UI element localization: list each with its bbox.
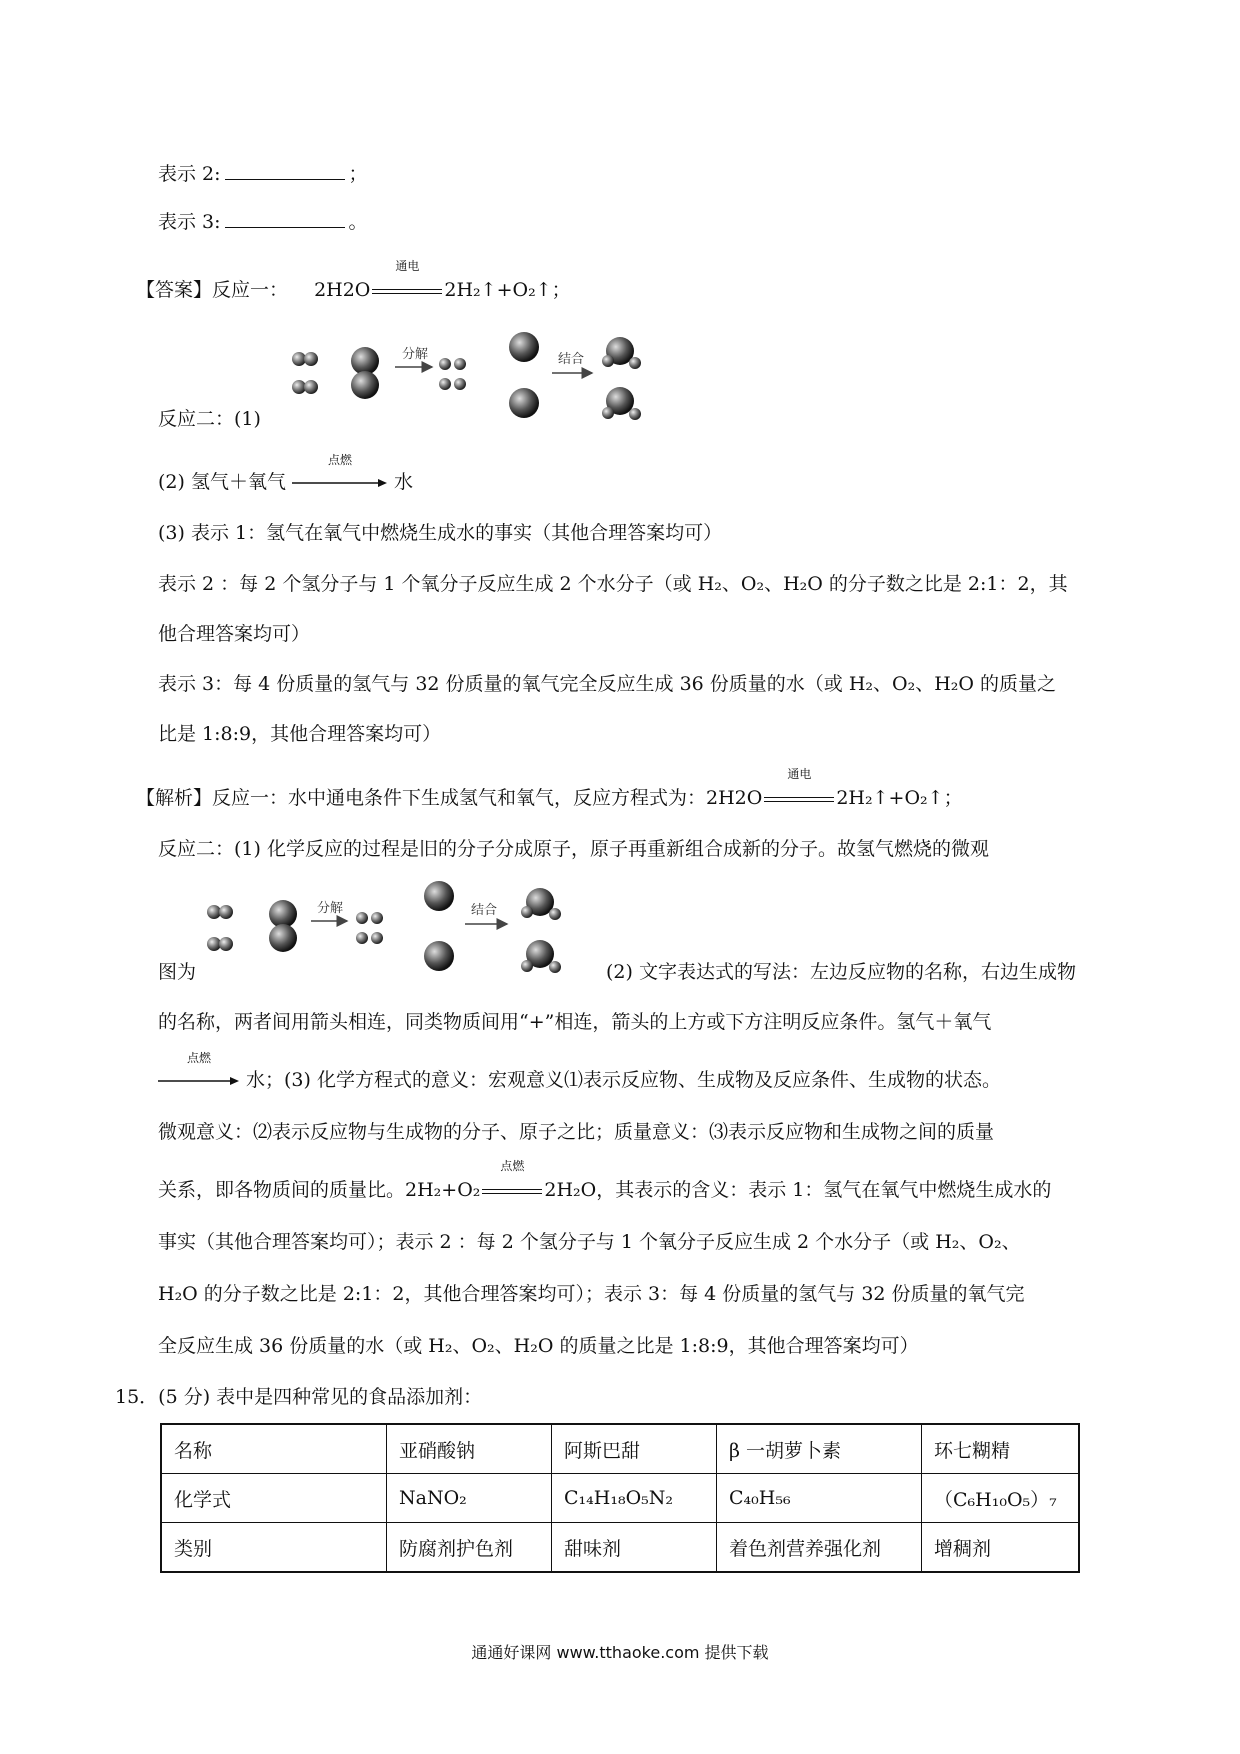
analysis-text: 水；(3) 化学方程式的意义：宏观意义⑴表示反应物、生成物及反应条件、生成物的状态。 [246,1069,1001,1091]
table-cell: 名称 [161,1424,387,1474]
arrow-condition: 点燃 [327,453,352,467]
table-row [161,1523,1079,1573]
meaning-2-line-a: 表示 2 ：每 2 个氢分子与 1 个氧分子反应生成 2 个水分子（或 H₂、O₂、H₂O 的分子数之比是 2:1：2，其 [158,573,1068,595]
label-2: 表示 2: [158,163,221,185]
equation-left: 2H2O [706,787,763,809]
analysis-line-6: 微观意义：⑵表示反应物与生成物的分子、原子之比；质量意义：⑶表示反应物和生成物之间的质量 [158,1121,995,1143]
reaction2-label: 反应二：(1) [158,408,261,430]
ignite-arrow [292,453,388,497]
analysis-line-4: 的名称，两者间用箭头相连，同类物质间用“+”相连，箭头的上方或下方注明反应条件。氢气＋氧气 [158,1011,992,1033]
table-cell: 类别 [161,1523,387,1573]
table-cell: β 一胡萝卜素 [717,1424,922,1474]
table-row [161,1424,1079,1474]
table-cell: 着色剂营养强化剂 [717,1523,922,1573]
reaction2-part2 [158,453,413,497]
equation-right: 2H₂↑+O₂↑； [836,787,963,809]
analysis-line-10: 全反应生成 36 份质量的水（或 H₂、O₂、H₂O 的质量之比是 1:8:9，其他合理答案均可） [158,1335,919,1357]
condition-label: 点燃 [500,1159,525,1173]
answer-blank-3[interactable] [225,209,345,228]
molecule-diagram-answer [290,325,650,435]
arrow-icon [158,1075,240,1087]
condition-label: 通电 [395,259,420,273]
blank-line-3 [158,208,368,236]
table-cell: 甜味剂 [552,1523,717,1573]
combine-label: 结合 [558,352,585,367]
equation-left: 2H2O [314,279,371,301]
word-equation-left: (2) 氢气＋氧气 [158,471,286,493]
meaning-3-line-a: 表示 3：每 4 份质量的氢气与 32 份质量的氧气完全反应生成 36 份质量的水（或 H₂、O₂、H₂O 的质量之 [158,673,1057,695]
table-cell: 防腐剂护色剂 [387,1523,552,1573]
meaning-2-line-b: 他合理答案均可） [158,623,311,645]
analysis-text: 2H₂O，其表示的含义：表示 1：氢气在氧气中燃烧生成水的 [544,1179,1052,1201]
question-15: 15．(5 分) 表中是四种常见的食品添加剂： [115,1386,483,1408]
combine-label: 结合 [471,903,498,918]
table-cell: NaNO₂ [387,1474,552,1523]
analysis-line-9: H₂O 的分子数之比是 2:1：2，其他合理答案均可）；表示 3：每 4 份质量的氢气与 32 份质量的氧气完 [158,1283,1025,1305]
figure-intro: 图为 [158,961,197,983]
answer-heading: 【答案】反应一： [136,279,289,301]
equals-condition [482,1159,542,1204]
condition-label: 通电 [787,767,812,781]
table-cell: C₄₀H₅₆ [717,1474,922,1523]
answer-line [136,259,571,304]
table-cell: 阿斯巴甜 [552,1424,717,1474]
punct: 。 [348,211,368,233]
equation-right: 2H₂↑+O₂↑； [444,279,571,301]
meaning-3-line-b: 比是 1:8:9，其他合理答案均可） [158,723,442,745]
ignite-arrow [158,1051,240,1095]
analysis-text: (2) 文字表达式的写法：左边反应物的名称，右边生成物 [606,961,1076,983]
analysis-heading: 【解析】反应一：水中通电条件下生成氢气和氧气，反应方程式为： [136,787,707,809]
decompose-label: 分解 [402,347,429,362]
table-cell: （C₆H₁₀O₅）₇ [922,1474,1080,1523]
reaction2-part1 [158,405,261,433]
reaction2-part3: (3) 表示 1：氢气在氧气中燃烧生成水的事实（其他合理答案均可） [158,522,723,544]
equals-condition [764,767,834,812]
label-3: 表示 3: [158,211,221,233]
analysis-line-5 [158,1051,1001,1095]
analysis-line-7 [158,1159,1052,1204]
table-cell: 环七糊精 [922,1424,1080,1474]
analysis-line [136,767,963,812]
blank-line-2 [158,160,368,188]
word-equation-right: 水 [393,471,413,493]
arrow-condition: 点燃 [186,1051,211,1065]
equals-condition [372,259,442,304]
analysis-line-8: 事实（其他合理答案均可）；表示 2 ：每 2 个氢分子与 1 个氧分子反应生成 2 个水分子（或 H₂、O₂、 [158,1231,1021,1253]
food-additive-table [160,1423,1080,1573]
page-footer: 通通好课网 www.tthaoke.com 提供下载 [471,1643,769,1662]
analysis-line-2: 反应二：(1) 化学反应的过程是旧的分子分成原子，原子再重新组合成新的分子。故氢气燃烧的微观 [158,838,989,860]
punct: ； [348,163,368,185]
answer-blank-2[interactable] [225,161,345,180]
table-cell: C₁₄H₁₈O₅N₂ [552,1474,717,1523]
table-cell: 增稠剂 [922,1523,1080,1573]
decompose-label: 分解 [317,901,344,916]
analysis-text: 关系，即各物质间的质量比。2H₂+O₂ [158,1179,481,1201]
table-row [161,1474,1079,1523]
arrow-icon [292,477,388,489]
table-cell: 亚硝酸钠 [387,1424,552,1474]
analysis-line-3 [158,958,1076,986]
table-cell: 化学式 [161,1474,387,1523]
